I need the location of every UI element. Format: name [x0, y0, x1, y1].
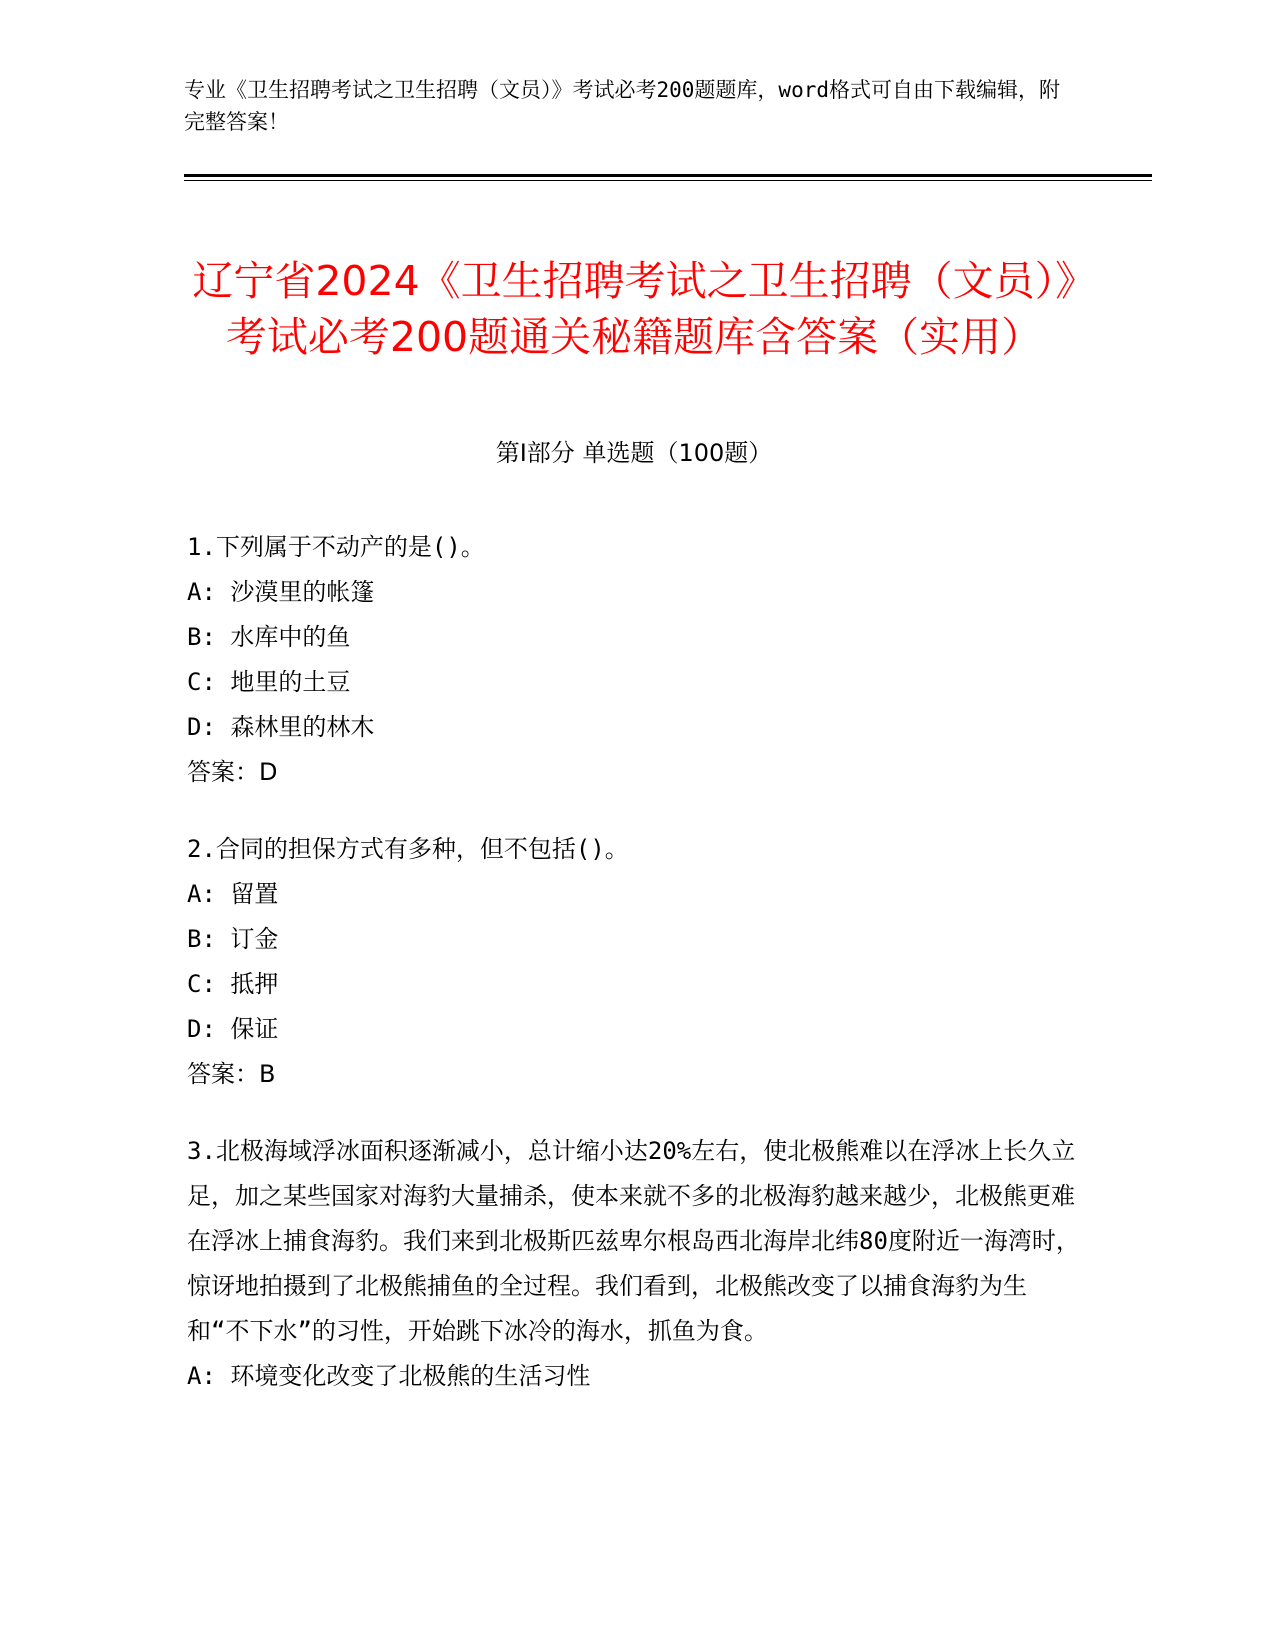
- question-answer: 答案：D: [187, 758, 278, 786]
- question-list: [187, 525, 1087, 1431]
- header-divider-thin: [184, 180, 1152, 181]
- question-option: C: 地里的土豆: [187, 668, 351, 696]
- header-divider-thick: [184, 174, 1152, 177]
- section-title: 第Ⅰ部分 单选题（100题）: [495, 439, 773, 467]
- question-stem: 3.北极海域浮冰面积逐渐减小，总计缩小达20%左右，使北极熊难以在浮冰上长久立足，加之某些国家对海豹大量捕杀，使本来就不多的北极海豹越来越少，北极熊更难在浮冰上捕食海豹。我们来到北极斯匹兹卑尔根岛西北海岸北纬80度附近一海湾时，惊讶地拍摄到了北极熊捕鱼的全过程。我们看到，北极熊改变了以捕食海豹为生和“不下水”的习性，开始跳下冰冷的海水，抓鱼为食。: [187, 1137, 1080, 1345]
- question-item: [187, 1129, 1087, 1399]
- question-stem: 1.下列属于不动产的是()。: [187, 533, 485, 561]
- question-option: A: 环境变化改变了北极熊的生活习性: [187, 1362, 591, 1390]
- question-option: C: 抵押: [187, 970, 279, 998]
- document-title: 辽宁省2024《卫生招聘考试之卫生招聘（文员）》考试必考200题通关秘籍题库含答案（实用）: [192, 257, 1076, 362]
- question-option: D: 保证: [187, 1015, 279, 1043]
- question-option: A: 沙漠里的帐篷: [187, 578, 375, 606]
- question-option: B: 订金: [187, 925, 279, 953]
- question-option: D: 森林里的林木: [187, 713, 375, 741]
- question-item: [187, 827, 1087, 1097]
- question-option: B: 水库中的鱼: [187, 623, 351, 651]
- header-note: 专业《卫生招聘考试之卫生招聘（文员）》考试必考200题题库，word格式可自由下载编辑，附完整答案！: [184, 78, 1060, 134]
- question-item: [187, 525, 1087, 795]
- question-stem: 2.合同的担保方式有多种，但不包括()。: [187, 835, 629, 863]
- question-option: A: 留置: [187, 880, 279, 908]
- question-answer: 答案：B: [187, 1060, 276, 1088]
